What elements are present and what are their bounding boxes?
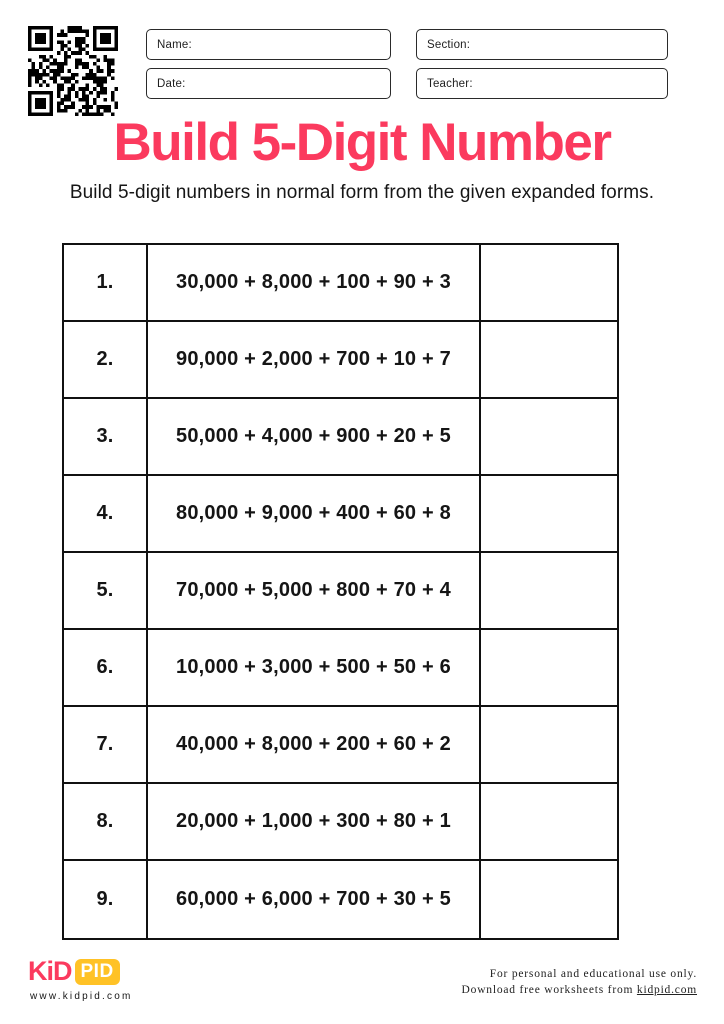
section-field[interactable]	[416, 29, 668, 60]
answer-cell[interactable]	[481, 553, 617, 630]
row-number: 4.	[64, 476, 148, 553]
logo-website-url: www.kidpid.com	[30, 991, 133, 1002]
logo-kid-text: KiD	[28, 956, 72, 986]
answer-cell[interactable]	[481, 399, 617, 476]
teacher-label: Teacher:	[427, 77, 473, 90]
row-number: 7.	[64, 707, 148, 784]
section-label: Section:	[427, 38, 471, 51]
footer-line2-prefix: Download free worksheets from	[461, 984, 637, 996]
row-number: 9.	[64, 861, 148, 938]
expanded-form-expression: 10,000 + 3,000 + 500 + 50 + 6	[148, 630, 481, 707]
row-number: 5.	[64, 553, 148, 630]
date-field[interactable]	[146, 68, 391, 99]
qr-code-graphic	[28, 26, 118, 116]
expanded-form-expression: 30,000 + 8,000 + 100 + 90 + 3	[148, 245, 481, 322]
row-number: 6.	[64, 630, 148, 707]
page-title: Build 5-Digit Number	[113, 113, 611, 172]
qr-code-icon	[28, 26, 118, 116]
expanded-form-expression: 20,000 + 1,000 + 300 + 80 + 1	[148, 784, 481, 861]
expanded-form-expression: 60,000 + 6,000 + 700 + 30 + 5	[148, 861, 481, 938]
answer-cell[interactable]	[481, 322, 617, 399]
answer-cell[interactable]	[481, 707, 617, 784]
expanded-form-expression: 40,000 + 8,000 + 200 + 60 + 2	[148, 707, 481, 784]
footer-line2	[462, 982, 697, 998]
teacher-field[interactable]	[416, 68, 668, 99]
footer-line1: For personal and educational use only.	[489, 968, 697, 980]
name-field[interactable]	[146, 29, 391, 60]
page-instructions: Build 5-digit numbers in normal form from the given expanded forms.	[69, 182, 655, 203]
name-label: Name:	[157, 38, 192, 51]
answer-cell[interactable]	[481, 861, 617, 938]
kidpid-link[interactable]: kidpid.com	[636, 984, 697, 996]
answer-cell[interactable]	[481, 245, 617, 322]
row-number: 1.	[64, 245, 148, 322]
row-number: 3.	[64, 399, 148, 476]
logo-pid-badge: PID	[75, 959, 120, 985]
date-label: Date:	[157, 77, 186, 90]
expanded-form-expression: 50,000 + 4,000 + 900 + 20 + 5	[148, 399, 481, 476]
expanded-form-expression: 70,000 + 5,000 + 800 + 70 + 4	[148, 553, 481, 630]
row-number: 8.	[64, 784, 148, 861]
row-number: 2.	[64, 322, 148, 399]
answer-cell[interactable]	[481, 630, 617, 707]
answer-cell[interactable]	[481, 476, 617, 553]
worksheet-table	[62, 243, 619, 940]
footer-usage-note	[462, 966, 697, 998]
kidpid-logo	[28, 958, 120, 985]
answer-cell[interactable]	[481, 784, 617, 861]
expanded-form-expression: 90,000 + 2,000 + 700 + 10 + 7	[148, 322, 481, 399]
expanded-form-expression: 80,000 + 9,000 + 400 + 60 + 8	[148, 476, 481, 553]
